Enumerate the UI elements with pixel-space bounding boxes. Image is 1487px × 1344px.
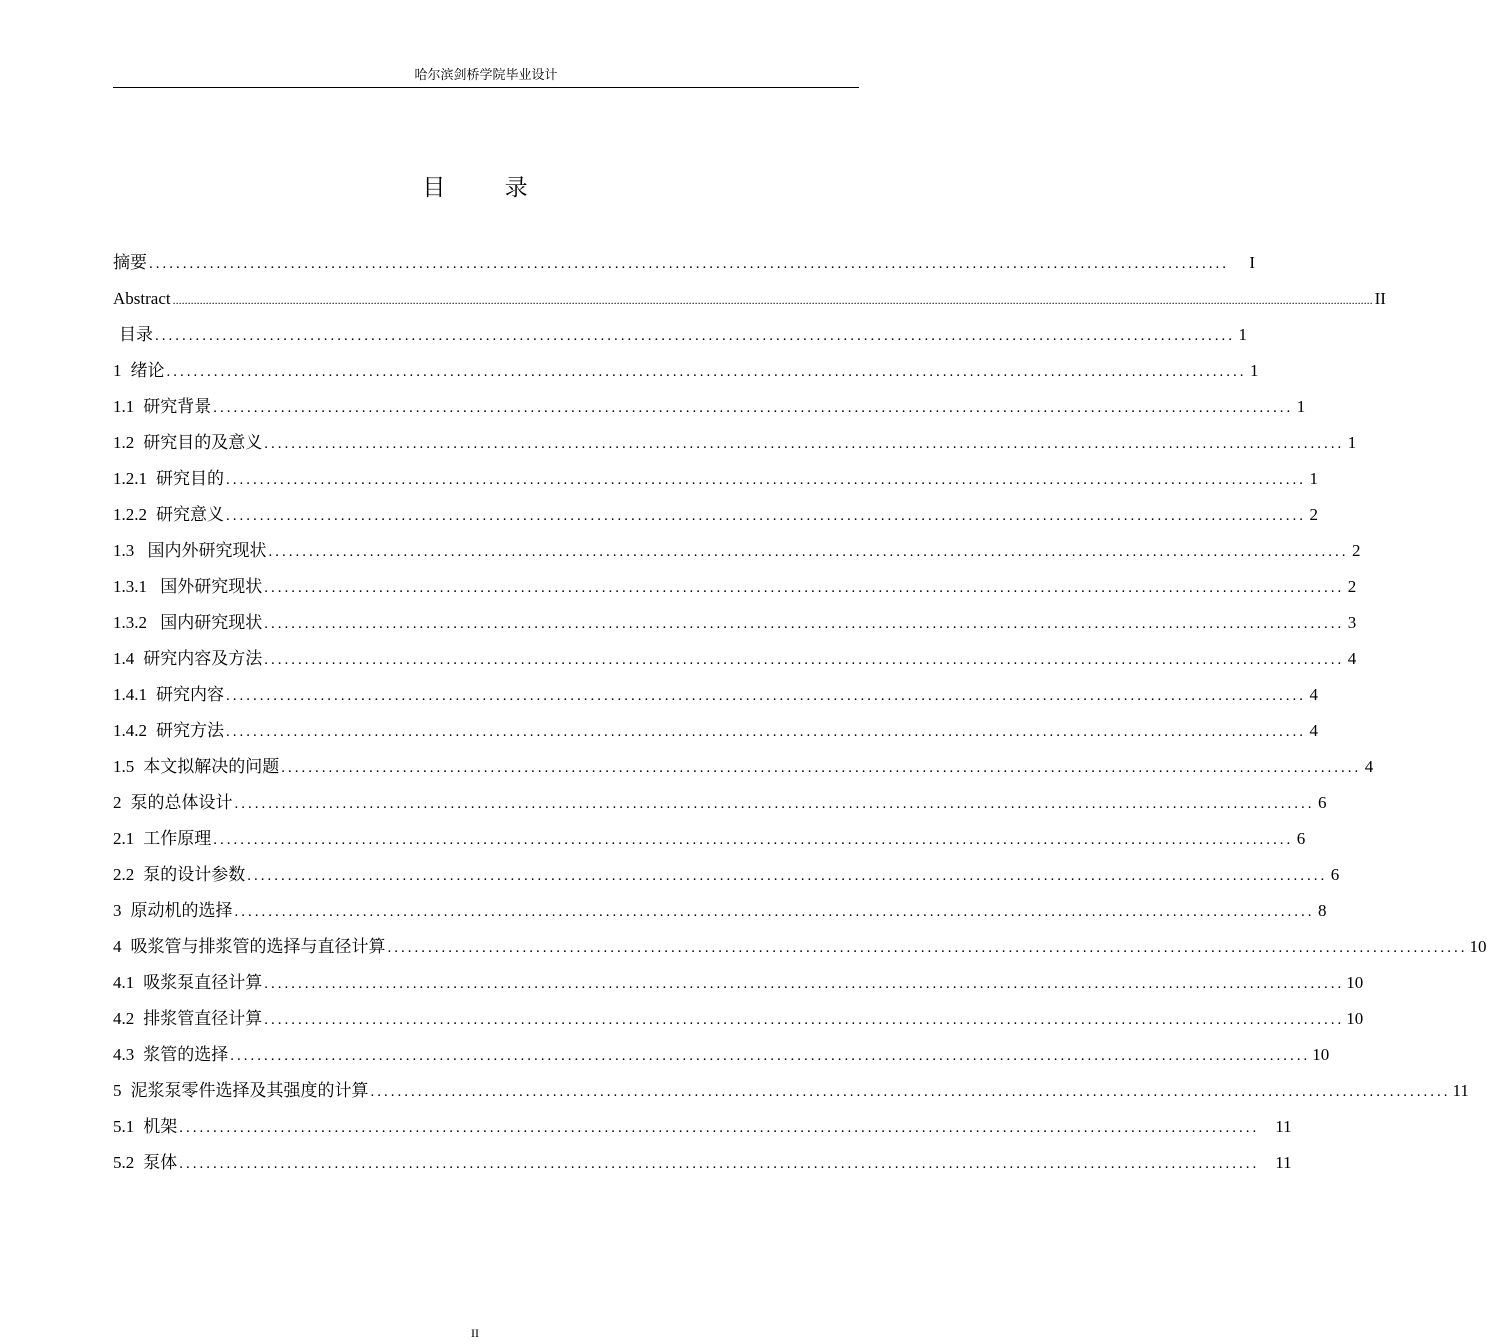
toc-entry-page: 10 xyxy=(1312,1045,1330,1064)
toc-entry[interactable] xyxy=(113,1076,1469,1112)
toc-entry-number: 1.3.2 xyxy=(113,613,147,632)
toc-entry-number: 2.2 xyxy=(113,865,135,884)
toc-entry-page: 1 xyxy=(1296,397,1306,416)
table-of-contents xyxy=(113,248,1487,1187)
toc-entry-page: 4 xyxy=(1364,757,1374,776)
toc-entry-page: 11 xyxy=(1452,1081,1469,1100)
toc-leader: ................................................................................................................................................................ xyxy=(179,1156,1260,1172)
toc-entry-text: 摘要 xyxy=(113,253,147,272)
toc-entry-page: 2 xyxy=(1347,577,1357,596)
toc-entry-number: 1.2.1 xyxy=(113,469,147,488)
toc-entry-page: 10 xyxy=(1346,973,1364,992)
toc-leader: ................................................................................................................................................................ xyxy=(264,652,1345,668)
toc-entry[interactable] xyxy=(113,464,1318,500)
toc-entry-page: 6 xyxy=(1330,865,1340,884)
toc-entry-text: 泵体 xyxy=(143,1153,178,1172)
toc-entry-text: 泥浆泵零件选择及其强度的计算 xyxy=(130,1081,369,1100)
toc-entry[interactable] xyxy=(113,536,1361,572)
toc-entry-number: 4 xyxy=(113,937,122,956)
toc-entry-number: 4.1 xyxy=(113,973,135,992)
toc-leader: ................................................................................................................................................................................................................................................................................................................................................................................................................ xyxy=(172,293,1373,307)
toc-entry-number: 4.3 xyxy=(113,1045,135,1064)
toc-leader: ................................................................................................................................................................ xyxy=(234,904,1315,920)
toc-entry-number: 1.4 xyxy=(113,649,135,668)
toc-leader: ................................................................................................................................................................ xyxy=(149,256,1229,272)
toc-entry[interactable] xyxy=(113,824,1306,860)
toc-entry-number: 1 xyxy=(113,361,122,380)
toc-title: 目 录 xyxy=(422,175,554,201)
toc-entry[interactable] xyxy=(113,896,1327,932)
toc-entry-text: 绪论 xyxy=(130,361,165,380)
toc-entry[interactable] xyxy=(113,320,1247,356)
toc-entry-number: 1.3 xyxy=(113,541,135,560)
toc-leader: ................................................................................................................................................................ xyxy=(226,724,1306,740)
toc-entry-number: 1.1 xyxy=(113,397,135,416)
page-header: 哈尔滨剑桥学院毕业设计 xyxy=(113,66,859,88)
toc-entry-number: 3 xyxy=(113,901,122,920)
toc-leader: ................................................................................................................................................................ xyxy=(155,328,1235,344)
toc-leader: ................................................................................................................................................................ xyxy=(264,436,1345,452)
toc-entry-text: 排浆管直径计算 xyxy=(143,1009,263,1028)
toc-entry-page: 1 xyxy=(1250,361,1259,380)
toc-entry-text: 研究目的 xyxy=(156,469,224,488)
toc-entry-page: 1 xyxy=(1238,325,1247,344)
toc-entry-text: 研究内容 xyxy=(156,685,224,704)
toc-entry-text: 国外研究现状 xyxy=(156,577,263,596)
toc-entry-page: 4 xyxy=(1309,721,1318,740)
toc-entry[interactable] xyxy=(113,932,1487,968)
toc-entry-page: 2 xyxy=(1352,541,1361,560)
toc-entry-number: 1.5 xyxy=(113,757,135,776)
toc-entry-text: 工作原理 xyxy=(143,829,212,848)
toc-entry[interactable] xyxy=(113,248,1255,284)
toc-entry-text: 泵的设计参数 xyxy=(143,865,246,884)
toc-leader: ................................................................................................................................................................ xyxy=(247,868,1328,884)
toc-leader: ................................................................................................................................................................ xyxy=(179,1120,1260,1136)
toc-entry[interactable] xyxy=(113,392,1306,428)
toc-entry-page: 6 xyxy=(1318,793,1327,812)
toc-entry-page: I xyxy=(1249,253,1255,272)
toc-leader: ................................................................................................................................................................ xyxy=(264,616,1345,632)
toc-entry-number: 2 xyxy=(113,793,122,812)
toc-leader: ................................................................................................................................................................ xyxy=(387,940,1468,956)
toc-entry-page: 6 xyxy=(1296,829,1306,848)
toc-entry-text: 吸浆泵直径计算 xyxy=(143,973,263,992)
toc-entry-text: 浆管的选择 xyxy=(143,1045,229,1064)
toc-entry-page: 11 xyxy=(1275,1153,1292,1172)
toc-entry[interactable] xyxy=(113,500,1318,536)
toc-entry[interactable] xyxy=(113,1004,1364,1040)
toc-entry-text: 本文拟解决的问题 xyxy=(143,757,280,776)
toc-entry[interactable] xyxy=(113,716,1318,752)
toc-entry-number: 4.2 xyxy=(113,1009,135,1028)
toc-entry[interactable] xyxy=(113,1148,1292,1187)
toc-entry-page: 1 xyxy=(1309,469,1318,488)
toc-entry[interactable] xyxy=(113,752,1374,788)
toc-entry-text: 国内外研究现状 xyxy=(143,541,267,560)
toc-entry[interactable] xyxy=(113,1040,1330,1076)
toc-entry[interactable] xyxy=(113,608,1357,644)
toc-entry-number: 1.4.2 xyxy=(113,721,147,740)
toc-entry[interactable] xyxy=(113,968,1364,1004)
toc-entry-number: 1.4.1 xyxy=(113,685,147,704)
toc-leader: ................................................................................................................................................................ xyxy=(370,1084,1451,1100)
toc-entry-page: 3 xyxy=(1347,613,1357,632)
toc-entry-page: 4 xyxy=(1347,649,1357,668)
toc-entry-text: 机架 xyxy=(143,1117,178,1136)
toc-entry-page: 8 xyxy=(1318,901,1327,920)
toc-leader: ................................................................................................................................................................ xyxy=(268,544,1349,560)
toc-entry-number: 1.2 xyxy=(113,433,135,452)
toc-leader: ................................................................................................................................................................ xyxy=(281,760,1362,776)
toc-entry-text: 国内研究现状 xyxy=(156,613,263,632)
toc-entry[interactable] xyxy=(113,680,1318,716)
toc-leader: ................................................................................................................................................................ xyxy=(264,1012,1345,1028)
toc-entry-text: 吸浆管与排浆管的选择与直径计算 xyxy=(130,937,386,956)
toc-leader: ................................................................................................................................................................ xyxy=(226,472,1306,488)
toc-entry[interactable] xyxy=(113,1112,1292,1148)
toc-entry-page: 4 xyxy=(1309,685,1318,704)
toc-leader: ................................................................................................................................................................ xyxy=(166,364,1247,380)
toc-leader: ................................................................................................................................................................ xyxy=(213,832,1294,848)
toc-entry-text: 泵的总体设计 xyxy=(130,793,233,812)
toc-leader: ................................................................................................................................................................ xyxy=(234,796,1315,812)
toc-entry[interactable] xyxy=(113,788,1327,824)
toc-entry-number: 5.2 xyxy=(113,1153,135,1172)
toc-entry-text: 研究方法 xyxy=(156,721,224,740)
toc-leader: ................................................................................................................................................................ xyxy=(226,508,1306,524)
toc-entry[interactable] xyxy=(113,284,1386,320)
toc-entry-text: Abstract xyxy=(113,289,171,308)
toc-entry-text: 研究内容及方法 xyxy=(143,649,263,668)
toc-entry-page: 2 xyxy=(1309,505,1318,524)
toc-entry-text: 研究意义 xyxy=(156,505,224,524)
toc-entry-number: 1.3.1 xyxy=(113,577,147,596)
toc-leader: ................................................................................................................................................................ xyxy=(264,976,1345,992)
page-number: II xyxy=(471,1326,479,1340)
toc-entry[interactable] xyxy=(113,644,1357,680)
toc-entry[interactable] xyxy=(113,428,1357,464)
toc-entry-page: 1 xyxy=(1347,433,1357,452)
toc-entry-page: 11 xyxy=(1275,1117,1292,1136)
toc-entry-page: 10 xyxy=(1469,937,1487,956)
toc-entry-text: 原动机的选择 xyxy=(130,901,233,920)
toc-entry-page: II xyxy=(1374,289,1386,308)
toc-entry-text: 研究目的及意义 xyxy=(143,433,263,452)
toc-entry-text: 目录 xyxy=(119,325,153,344)
toc-entry-page: 10 xyxy=(1346,1009,1364,1028)
toc-entry-number: 5 xyxy=(113,1081,122,1100)
toc-entry[interactable] xyxy=(113,356,1259,392)
toc-entry-number: 2.1 xyxy=(113,829,135,848)
toc-leader: ................................................................................................................................................................ xyxy=(264,580,1345,596)
toc-leader: ................................................................................................................................................................ xyxy=(213,400,1294,416)
toc-entry-number: 1.2.2 xyxy=(113,505,147,524)
toc-entry-text: 研究背景 xyxy=(143,397,212,416)
toc-leader: ................................................................................................................................................................ xyxy=(230,1048,1311,1064)
toc-entry[interactable] xyxy=(113,860,1340,896)
toc-entry-number: 5.1 xyxy=(113,1117,135,1136)
toc-entry[interactable] xyxy=(113,572,1357,608)
toc-leader: ................................................................................................................................................................ xyxy=(226,688,1306,704)
